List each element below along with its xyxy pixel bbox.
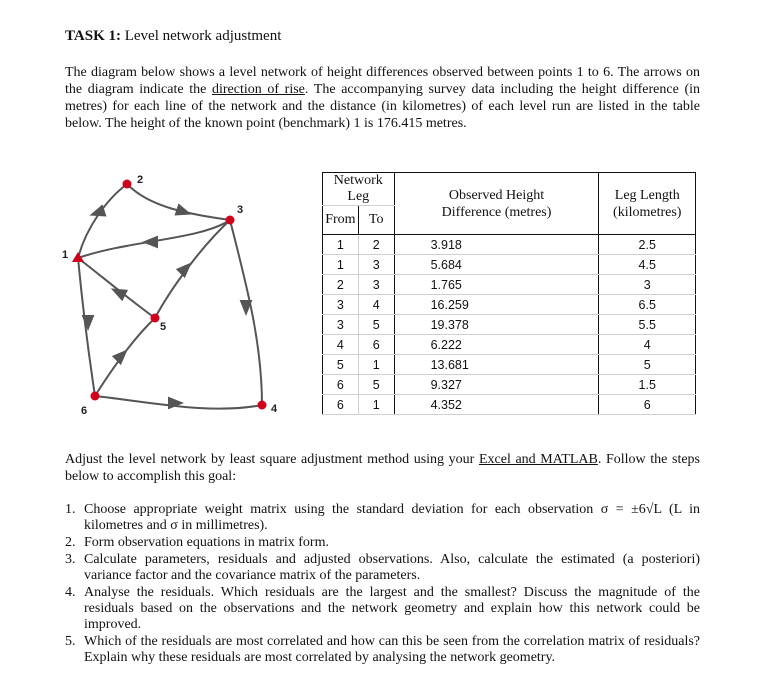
cell-leg-length: 4	[599, 335, 696, 355]
header-leg-length-line2: (kilometres)	[613, 204, 682, 220]
level-network-diagram	[55, 165, 305, 425]
cell-to: 6	[358, 335, 394, 355]
cell-height-difference: 13.681	[394, 355, 599, 375]
step-item	[65, 634, 700, 666]
header-network-leg: Network Leg	[323, 173, 395, 206]
point-4-label: 4	[271, 403, 278, 415]
table-row	[323, 375, 696, 395]
adjust-paragraph	[65, 451, 700, 485]
header-leg-length	[599, 173, 696, 235]
point-6-marker	[91, 392, 100, 401]
arrow-2-3	[181, 211, 184, 212]
intro-underlined: direction of rise	[211, 82, 305, 97]
step-number: 1.	[65, 502, 76, 517]
cell-height-difference: 16.259	[394, 295, 599, 315]
point-3-label: 3	[237, 204, 244, 216]
intro-text-2: . The accompanying survey data including the height difference (in metres) for each line of the network and the distance (in kilometres) of each level run are listed in the table below. The height of the known point (benchmark) 1 is 176.415 metres.	[65, 82, 700, 131]
arrow-3-5	[184, 268, 186, 270]
cell-from: 1	[323, 255, 359, 275]
point-1-label: 1	[62, 249, 69, 261]
header-observed-height	[394, 173, 599, 235]
cell-to: 1	[358, 355, 394, 375]
table-row	[323, 255, 696, 275]
intro-text-1: The diagram below shows a level network of height differences observed between points 1 to 6. The arrows on the diagram indicate the	[65, 65, 700, 97]
step-number: 3.	[65, 552, 76, 567]
step-item	[65, 552, 700, 584]
table-row	[323, 335, 696, 355]
point-5-marker	[151, 314, 160, 323]
cell-from: 3	[323, 295, 359, 315]
cell-to: 2	[358, 235, 394, 255]
table-row	[323, 275, 696, 295]
table-row	[323, 295, 696, 315]
point-2-marker	[123, 180, 132, 189]
cell-from: 1	[323, 235, 359, 255]
point-2-label: 2	[137, 174, 144, 186]
cell-height-difference: 4.352	[394, 395, 599, 415]
task-title	[65, 28, 281, 45]
cell-height-difference: 3.918	[394, 235, 599, 255]
step-item	[65, 502, 700, 534]
step-number: 2.	[65, 535, 76, 550]
table-row	[323, 395, 696, 415]
arrow-5-1	[118, 292, 120, 293]
leg-6-5	[95, 318, 155, 396]
cell-from: 5	[323, 355, 359, 375]
cell-leg-length: 5	[599, 355, 696, 375]
steps-list	[65, 502, 700, 667]
step-text: Which of the residuals are most correlated and how can this be seen from the correlation matrix of residuals? Explain why these residuals are most correlated by analysing the network geometry.	[84, 634, 700, 665]
step-item	[65, 535, 700, 551]
arrow-6-5	[120, 355, 122, 357]
leg-6-1	[78, 258, 95, 396]
cell-leg-length: 4.5	[599, 255, 696, 275]
cell-leg-length: 6	[599, 395, 696, 415]
cell-height-difference: 19.378	[394, 315, 599, 335]
header-leg-length-line1: Leg Length	[614, 187, 680, 203]
leg-2-3	[127, 184, 230, 220]
point-6-label: 6	[81, 405, 88, 417]
cell-to: 3	[358, 255, 394, 275]
step-item	[65, 585, 700, 633]
leg-3-4	[230, 220, 262, 405]
step-number: 4.	[65, 585, 76, 600]
header-to: To	[358, 206, 394, 235]
arrow-1-2	[97, 212, 100, 213]
cell-leg-length: 3	[599, 275, 696, 295]
task-name: Level network adjustment	[124, 28, 282, 44]
cell-leg-length: 2.5	[599, 235, 696, 255]
cell-leg-length: 6.5	[599, 295, 696, 315]
header-from: From	[323, 206, 359, 235]
cell-to: 4	[358, 295, 394, 315]
cell-from: 3	[323, 315, 359, 335]
cell-from: 4	[323, 335, 359, 355]
table-row	[323, 355, 696, 375]
leg-4-6	[95, 396, 262, 409]
step-text: Calculate parameters, residuals and adjusted observations. Also, calculate the estimated (a posteriori) variance factor and the covariance matrix of the parameters.	[84, 552, 700, 583]
cell-to: 5	[358, 315, 394, 335]
step-text: Analyse the residuals. Which residuals are the largest and the smallest? Discuss the magnitude of the residuals based on the observations and the network geometry and explain how this network could be improved.	[84, 585, 700, 632]
point-5-label: 5	[160, 321, 167, 333]
adjust-underlined: Excel and MATLAB	[478, 452, 598, 467]
header-observed-height-line1: Observed Height	[448, 187, 545, 203]
cell-height-difference: 5.684	[394, 255, 599, 275]
cell-to: 5	[358, 375, 394, 395]
adjust-text-2: . Follow the steps below to accomplish this goal:	[65, 452, 700, 484]
cell-from: 2	[323, 275, 359, 295]
cell-height-difference: 9.327	[394, 375, 599, 395]
task-label: TASK 1:	[65, 28, 121, 44]
cell-height-difference: 6.222	[394, 335, 599, 355]
step-text: Form observation equations in matrix form.	[84, 535, 329, 550]
adjust-text-1: Adjust the level network by least square adjustment method using your	[65, 452, 479, 467]
cell-from: 6	[323, 375, 359, 395]
step-number: 5.	[65, 634, 76, 649]
point-3-marker	[226, 216, 235, 225]
point-4-marker	[258, 401, 267, 410]
step-text: Choose appropriate weight matrix using the standard deviation for each observation σ = ±6√L (L in kilometres and σ in millimetres).	[84, 502, 700, 533]
cell-height-difference: 1.765	[394, 275, 599, 295]
intro-paragraph	[65, 64, 700, 132]
cell-leg-length: 5.5	[599, 315, 696, 335]
observation-table	[322, 172, 696, 415]
cell-to: 3	[358, 275, 394, 295]
leg-5-1	[78, 258, 155, 318]
table-row	[323, 315, 696, 335]
table-row	[323, 235, 696, 255]
cell-from: 6	[323, 395, 359, 415]
header-observed-height-line2: Difference (metres)	[441, 204, 552, 220]
leg-1-3	[78, 220, 230, 258]
cell-leg-length: 1.5	[599, 375, 696, 395]
cell-to: 1	[358, 395, 394, 415]
